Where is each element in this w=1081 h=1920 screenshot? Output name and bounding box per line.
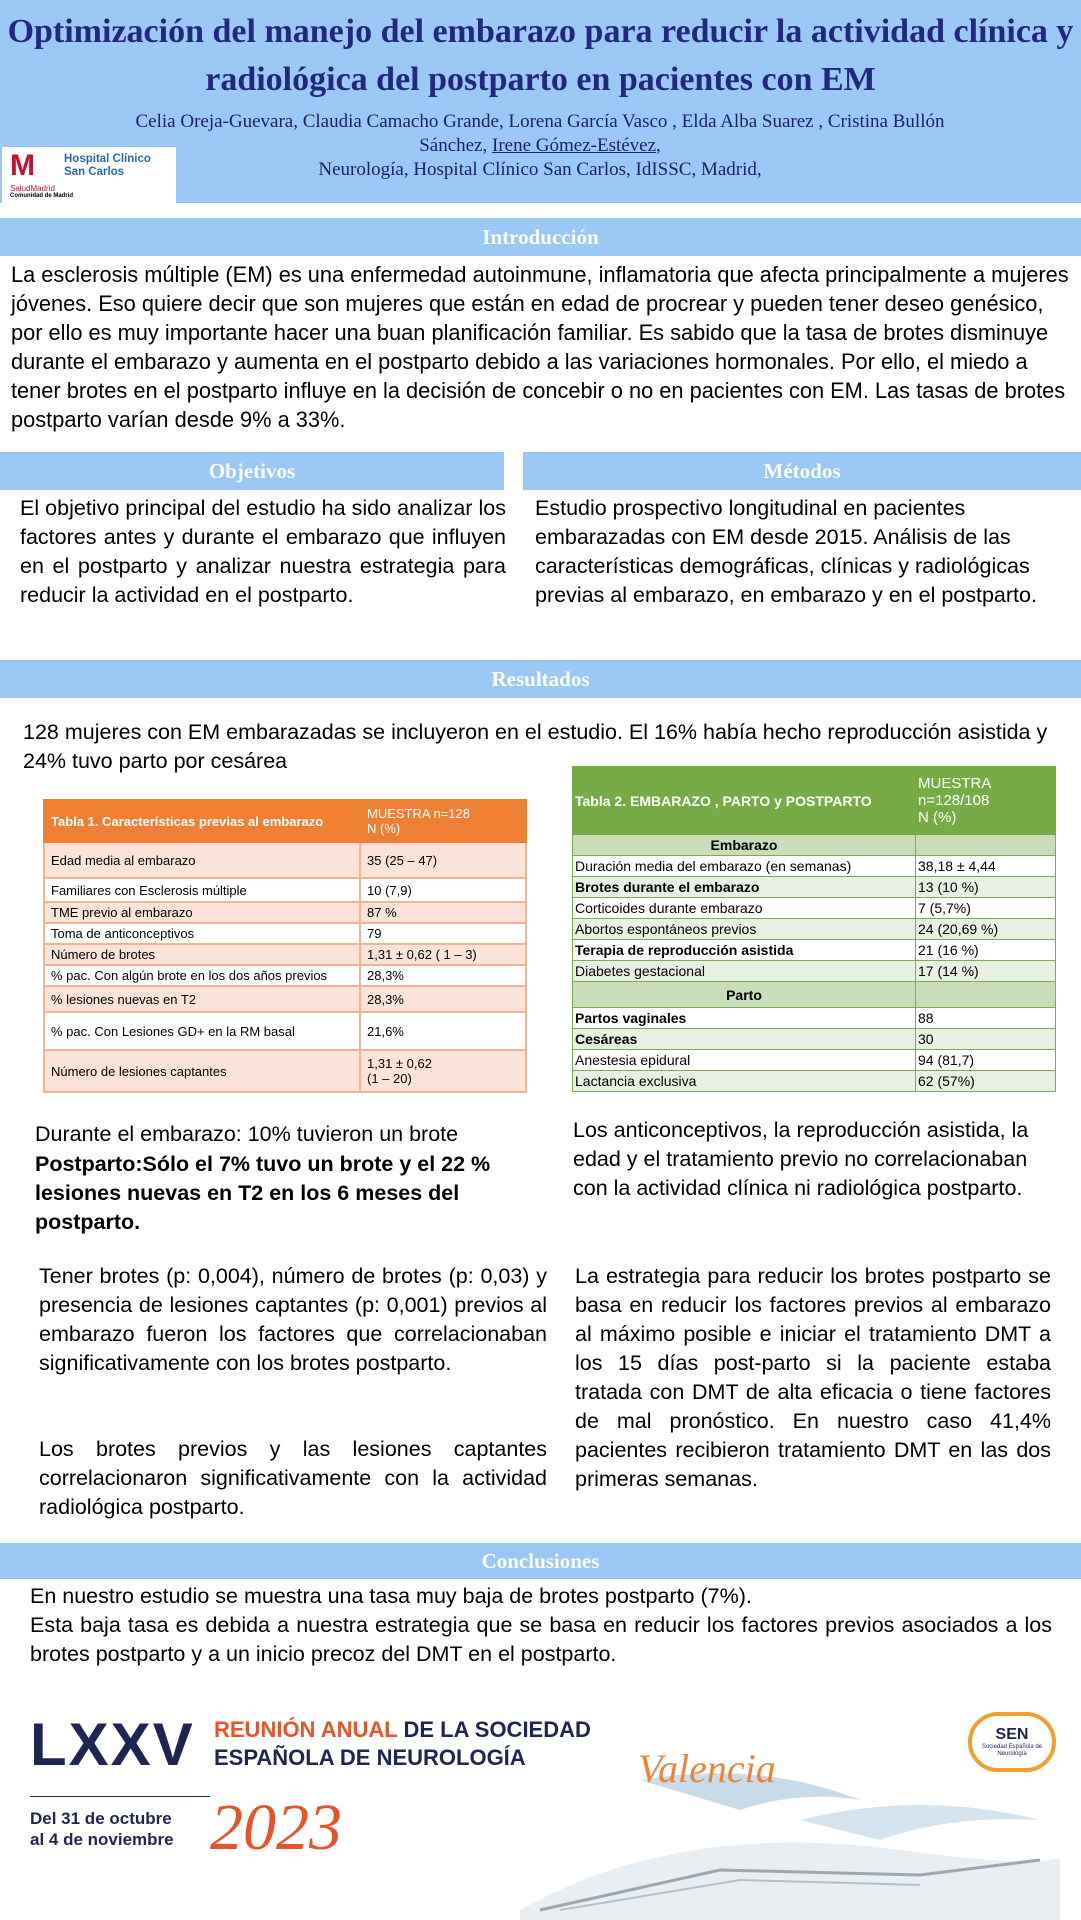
tabla-1-value: 1,31 ± 0,62 ( 1 – 3) (360, 944, 526, 965)
authors-block (60, 110, 1020, 182)
tabla-2-value: 30 (916, 1029, 1056, 1050)
tabla-2-label: Abortos espontáneos previos (573, 919, 916, 940)
tabla-1-label: % pac. Con algún brote en los dos años previos (44, 965, 360, 986)
logo-name: Hospital Clínico San Carlos (64, 153, 151, 178)
table-row (573, 1050, 1056, 1071)
tabla-2-section-filler (916, 982, 1056, 1008)
tabla-2-label: Corticoides durante embarazo (573, 898, 916, 919)
table-row (44, 878, 526, 902)
tabla-2-value: 13 (10 %) (916, 877, 1056, 898)
hospital-logo (2, 147, 176, 203)
tabla-2-label: Brotes durante el embarazo (573, 877, 916, 898)
tabla-2-title: Tabla 2. EMBARAZO , PARTO y POSTPARTO (573, 767, 916, 835)
author-underlined: Irene Gómez-Estévez (492, 135, 657, 156)
tabla-1-label: TME previo al embarazo (44, 902, 360, 923)
section-bar-introduccion: Introducción (0, 218, 1081, 256)
congress-dates-line-1: Del 31 de octubre (30, 1809, 172, 1828)
tabla-1-value: 79 (360, 923, 526, 944)
table-row (573, 961, 1056, 982)
table-row (573, 1008, 1056, 1029)
resultados-right-1: Los anticonceptivos, la reproducción asistida, la edad y el tratamiento previo no correlacionaban con la actividad clínica ni radiológica postparto. (573, 1118, 1029, 1200)
conclusiones-line-1: En nuestro estudio se muestra una tasa muy baja de brotes postparto (7%). (30, 1584, 752, 1608)
congress-year: 2023 (210, 1791, 342, 1864)
table-row (573, 1071, 1056, 1092)
table-row (573, 877, 1056, 898)
building-illustration-icon (500, 1760, 1060, 1920)
tabla-1-label: Toma de anticonceptivos (44, 923, 360, 944)
logo-sub-2: Comunidad de Madrid (10, 193, 73, 199)
metodos-text: Estudio prospectivo longitudinal en pacientes embarazadas con EM desde 2015. Análisis de las características demográficas, clínicas y radiológicas previas al embarazo, en embarazo y en el postparto. (535, 496, 1037, 607)
congress-dates (30, 1808, 174, 1850)
table-row (573, 919, 1056, 940)
congress-dates-line-2: al 4 de noviembre (30, 1830, 174, 1849)
congress-name-line-2: ESPAÑOLA DE NEUROLOGÍA (214, 1745, 526, 1770)
sen-logo-subtext: Sociedad Española de Neurología (981, 1744, 1043, 1757)
affiliation: Neurología, Hospital Clínico San Carlos, IdISSC, Madrid, (318, 159, 762, 180)
tabla-2-col2-line3: N (%) (918, 809, 957, 826)
tabla-1-label: % pac. Con Lesiones GD+ en la RM basal (44, 1012, 360, 1050)
authors-line-2 (60, 134, 1020, 158)
tabla-2-value: 7 (5,7%) (916, 898, 1056, 919)
tabla-2-value: 62 (57%) (916, 1071, 1056, 1092)
table-row (44, 902, 526, 923)
objetivos-text: El objetivo principal del estudio ha sido analizar los factores antes y durante el embarazo que influyen en el postparto y analizar nuestra estrategia para reducir la actividad en el postparto. (20, 496, 506, 607)
table-section-row (573, 982, 1056, 1008)
tabla-2-section-filler (916, 835, 1056, 856)
tabla-1-value-line2: (1 – 20) (367, 1071, 412, 1086)
table-row (44, 986, 526, 1012)
table-row (573, 940, 1056, 961)
tabla-1-col2-line1: MUESTRA n=128 (367, 806, 470, 821)
tabla-2-section-embarazo: Embarazo (573, 835, 916, 856)
table-section-row (573, 835, 1056, 856)
sen-logo (968, 1712, 1056, 1772)
tabla-1-label: % lesiones nuevas en T2 (44, 986, 360, 1012)
tabla-1-col2-line2: N (%) (367, 821, 401, 836)
authors-line-2-c: , (656, 135, 661, 156)
tabla-2-col2-line1: MUESTRA (918, 775, 992, 792)
authors-line-1: Celia Oreja-Guevara, Claudia Camacho Grande, Lorena García Vasco , Elda Alba Suarez , Cristina Bullón (135, 111, 945, 132)
tabla-1-value (360, 1050, 526, 1092)
tabla-1-label: Edad media al embarazo (44, 842, 360, 878)
resultados-left-2: Los brotes previos y las lesiones captantes correlacionaron significativamente con la actividad radiológica postparto. (39, 1437, 547, 1519)
congress-name-line-1-b: DE LA SOCIEDAD (403, 1717, 591, 1742)
table-row (573, 856, 1056, 877)
tabla-2 (572, 766, 1056, 1092)
tabla-1-header-col2 (360, 800, 526, 842)
tabla-2-label: Lactancia exclusiva (573, 1071, 916, 1092)
congress-name-line-1-a: REUNIÓN ANUAL (214, 1717, 398, 1742)
poster-title: Optimización del manejo del embarazo para reducir la actividad clínica y radiológica del postparto en pacientes con EM (7, 13, 1074, 98)
resultados-postparto: Postparto:Sólo el 7% tuvo un brote y el 22 % lesiones nuevas en T2 en los 6 meses del postparto. (35, 1152, 491, 1234)
table-row (573, 898, 1056, 919)
tabla-2-label: Duración media del embarazo (en semanas) (573, 856, 916, 877)
tabla-2-header-col2 (916, 767, 1056, 835)
tabla-2-section-parto: Parto (573, 982, 916, 1008)
tabla-2-col2-line2: n=128/108 (918, 792, 990, 809)
tabla-2-label: Terapia de reproducción asistida (573, 940, 916, 961)
tabla-1-value: 28,3% (360, 986, 526, 1012)
congress-numeral: LXXV (30, 1711, 195, 1778)
table-row (44, 965, 526, 986)
tabla-2-value: 24 (20,69 %) (916, 919, 1056, 940)
section-bar-resultados: Resultados (0, 660, 1081, 698)
section-bar-objetivos: Objetivos (0, 452, 504, 490)
tabla-1-value: 21,6% (360, 1012, 526, 1050)
tabla-2-value: 38,18 ± 4,44 (916, 856, 1056, 877)
congress-banner (0, 1690, 1081, 1920)
tabla-2-value: 88 (916, 1008, 1056, 1029)
conclusiones-line-2: Esta baja tasa es debida a nuestra estrategia que se basa en reducir los factores previos asociados a los brotes postparto y a un inicio precoz del DMT en el postparto. (30, 1613, 1052, 1666)
tabla-1-value: 28,3% (360, 965, 526, 986)
table-row (44, 923, 526, 944)
table-row (44, 1012, 526, 1050)
resultados-left-1: Tener brotes (p: 0,004), número de brotes (p: 0,03) y presencia de lesiones captantes (p: 0,001) previos al embarazo fueron los factores que correlacionaban significativamente con los brotes postparto. (39, 1264, 547, 1375)
tabla-1-title: Tabla 1. Características previas al embarazo (44, 800, 360, 842)
resultados-embarazo: Durante el embarazo: 10% tuvieron un brote (35, 1122, 459, 1146)
tabla-1-value: 10 (7,9) (360, 878, 526, 902)
tabla-1-label: Familiares con Esclerosis múltiple (44, 878, 360, 902)
authors-line-2-a: Sánchez, (419, 135, 492, 156)
tabla-2-value: 17 (14 %) (916, 961, 1056, 982)
footer-divider (30, 1796, 210, 1797)
tabla-1-label: Número de lesiones captantes (44, 1050, 360, 1092)
sen-logo-text: SEN (995, 1726, 1029, 1743)
tabla-2-value: 21 (16 %) (916, 940, 1056, 961)
table-row (573, 1029, 1056, 1050)
logo-sub-1: SaludMadrid (10, 184, 55, 193)
tabla-2-value: 94 (81,7) (916, 1050, 1056, 1071)
tabla-2-label: Cesáreas (573, 1029, 916, 1050)
logo-mark-icon: M (10, 149, 35, 182)
table-row (44, 944, 526, 965)
table-row (44, 1050, 526, 1092)
congress-name-line-1 (214, 1717, 591, 1743)
tabla-1 (43, 799, 527, 1093)
tabla-1-value: 35 (25 – 47) (360, 842, 526, 878)
section-bar-metodos: Métodos (523, 452, 1081, 490)
table-row (44, 842, 526, 878)
tabla-1-label: Número de brotes (44, 944, 360, 965)
resultados-right-2: La estrategia para reducir los brotes postparto se basa en reducir los factores previos al embarazo al máximo posible e iniciar el tratamiento DMT a los 15 días post-parto si la paciente estaba tratada con DMT de alta eficacia o tiene factores de mal pronóstico. En nuestro caso 41,4% pacientes recibieron tratamiento DMT en las dos primeras semanas. (575, 1264, 1051, 1491)
tabla-1-value-line1: 1,31 ± 0,62 (367, 1056, 432, 1071)
resultados-intro: 128 mujeres con EM embarazadas se incluyeron en el estudio. El 16% había hecho reproducción asistida y 24% tuvo parto por cesárea (23, 720, 1048, 773)
introduccion-text: La esclerosis múltiple (EM) es una enfermedad autoinmune, inflamatoria que afecta principalmente a mujeres jóvenes. Eso quiere decir que son mujeres que están en edad de procrear y pueden tener deseo genésico, por ello es muy importante hacer una buan planificación familiar. Es sabido que la tasa de brotes disminuye durante el embarazo y aumenta en el postparto debido a las variaciones hormonales. Por ello, el miedo a tener brotes en el postparto influye en la decisión de concebir o no en pacientes con EM. Las tasas de brotes postparto varían desde 9% a 33%. (11, 262, 1069, 432)
section-bar-conclusiones: Conclusiones (0, 1543, 1081, 1579)
tabla-2-label: Anestesia epidural (573, 1050, 916, 1071)
tabla-2-label: Partos vaginales (573, 1008, 916, 1029)
tabla-2-label: Diabetes gestacional (573, 961, 916, 982)
congress-city: Valencia (638, 1746, 776, 1791)
tabla-1-value: 87 % (360, 902, 526, 923)
